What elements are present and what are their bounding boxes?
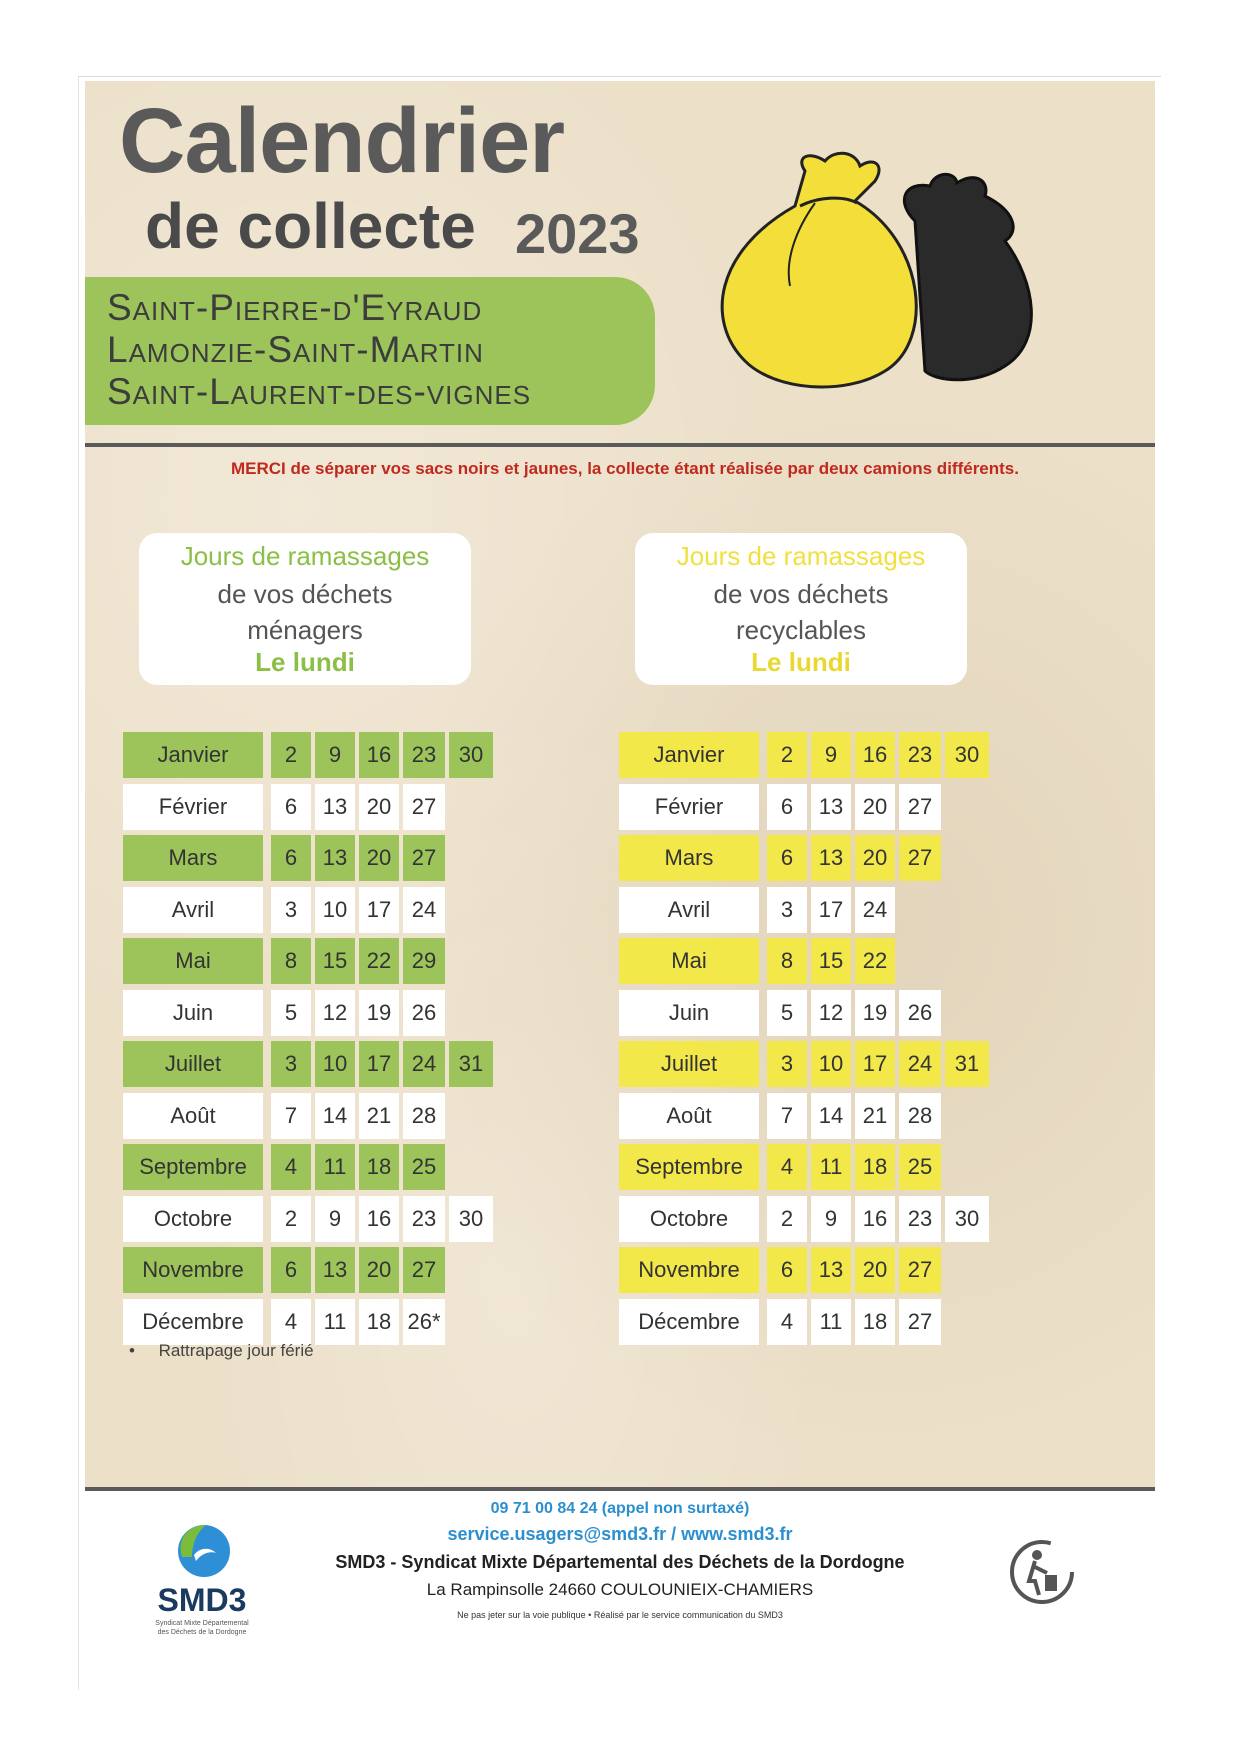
day-cell: 12 xyxy=(315,990,355,1036)
towns-banner xyxy=(85,277,655,425)
day-cell: 15 xyxy=(811,938,851,984)
day-cell: 16 xyxy=(359,732,399,778)
day-cell: 27 xyxy=(899,1247,941,1293)
day-cell: 13 xyxy=(811,784,851,830)
day-cell: 8 xyxy=(271,938,311,984)
day-cell: 3 xyxy=(767,1041,807,1087)
tidyman-icon xyxy=(1007,1537,1077,1607)
day-cell: 5 xyxy=(767,990,807,1036)
month-cell: Mai xyxy=(619,938,759,984)
day-cell: 17 xyxy=(359,1041,399,1087)
day-cell: 23 xyxy=(899,732,941,778)
day-cell: 24 xyxy=(855,887,895,933)
day-cell: 26 xyxy=(403,990,445,1036)
card-day: Le lundi xyxy=(255,647,355,677)
day-cell: 27 xyxy=(899,835,941,881)
day-cell: 21 xyxy=(855,1093,895,1139)
card-line: recyclables xyxy=(735,615,867,645)
divider xyxy=(85,443,1155,447)
month-cell: Septembre xyxy=(619,1144,759,1190)
day-cell: 28 xyxy=(899,1093,941,1139)
day-cell: 29 xyxy=(403,938,445,984)
month-cell: Juin xyxy=(123,990,263,1036)
month-cell: Avril xyxy=(123,887,263,933)
day-cell: 7 xyxy=(271,1093,311,1139)
year-label: 2023 xyxy=(515,202,640,265)
month-cell: Juillet xyxy=(123,1041,263,1087)
day-cell: 2 xyxy=(767,1196,807,1242)
day-cell: 25 xyxy=(899,1144,941,1190)
month-cell: Juin xyxy=(619,990,759,1036)
day-cell: 8 xyxy=(767,938,807,984)
day-cell: 19 xyxy=(855,990,895,1036)
day-cell: 4 xyxy=(767,1299,807,1345)
day-cell: 23 xyxy=(899,1196,941,1242)
day-cell: 30 xyxy=(945,1196,989,1242)
day-cell: 24 xyxy=(899,1041,941,1087)
day-cell: 11 xyxy=(315,1299,355,1345)
day-cell: 10 xyxy=(811,1041,851,1087)
day-cell: 6 xyxy=(271,784,311,830)
day-cell: 24 xyxy=(403,887,445,933)
day-cell: 30 xyxy=(449,1196,493,1242)
day-cell: 11 xyxy=(811,1299,851,1345)
day-cell: 28 xyxy=(403,1093,445,1139)
month-cell: Avril xyxy=(619,887,759,933)
day-cell: 16 xyxy=(855,1196,895,1242)
day-cell: 31 xyxy=(945,1041,989,1087)
day-cell: 7 xyxy=(767,1093,807,1139)
day-cell: 4 xyxy=(271,1144,311,1190)
poster xyxy=(78,76,1161,1690)
day-cell: 18 xyxy=(359,1144,399,1190)
day-cell: 16 xyxy=(359,1196,399,1242)
day-cell: 2 xyxy=(767,732,807,778)
day-cell: 3 xyxy=(271,1041,311,1087)
month-cell: Août xyxy=(123,1093,263,1139)
footer-address: La Rampinsolle 24660 COULOUNIEIX-CHAMIERS xyxy=(426,1580,814,1599)
day-cell: 20 xyxy=(359,1247,399,1293)
month-cell: Février xyxy=(619,784,759,830)
day-cell: 26* xyxy=(403,1299,445,1345)
poster-background xyxy=(85,81,1155,1491)
day-cell: 6 xyxy=(767,784,807,830)
day-cell: 11 xyxy=(315,1144,355,1190)
day-cell: 10 xyxy=(315,1041,355,1087)
card-line: ménagers xyxy=(247,615,363,645)
day-cell: 20 xyxy=(359,835,399,881)
recycling-info-card xyxy=(635,533,967,685)
footer-small-print: Ne pas jeter sur la voie publique • Réalisé par le service communication du SMD3 xyxy=(457,1610,783,1620)
month-cell: Février xyxy=(123,784,263,830)
day-cell: 3 xyxy=(767,887,807,933)
day-cell: 27 xyxy=(403,1247,445,1293)
card-line: de vos déchets xyxy=(217,579,393,609)
day-cell: 6 xyxy=(271,1247,311,1293)
day-cell: 18 xyxy=(855,1299,895,1345)
month-cell: Mars xyxy=(123,835,263,881)
card-heading: Jours de ramassages xyxy=(676,541,926,571)
footer-phone: 09 71 00 84 24 (appel non surtaxé) xyxy=(490,1500,750,1517)
month-cell: Novembre xyxy=(619,1247,759,1293)
day-cell: 17 xyxy=(359,887,399,933)
month-cell: Mai xyxy=(123,938,263,984)
page-subtitle: de collecte xyxy=(145,190,476,262)
town-name: Lamonzie-Saint-Martin xyxy=(107,329,484,370)
day-cell: 10 xyxy=(315,887,355,933)
day-cell: 13 xyxy=(315,1247,355,1293)
day-cell: 21 xyxy=(359,1093,399,1139)
day-cell: 2 xyxy=(271,1196,311,1242)
day-cell: 31 xyxy=(449,1041,493,1087)
month-cell: Septembre xyxy=(123,1144,263,1190)
day-cell: 20 xyxy=(855,1247,895,1293)
month-cell: Octobre xyxy=(123,1196,263,1242)
town-name: Saint-Laurent-des-vignes xyxy=(107,371,532,412)
footnote-mark: • xyxy=(129,1341,135,1360)
day-cell: 9 xyxy=(811,1196,851,1242)
day-cell: 4 xyxy=(271,1299,311,1345)
footer-organization: SMD3 - Syndicat Mixte Départemental des Déchets de la Dordogne xyxy=(335,1552,905,1572)
footnote xyxy=(129,1341,314,1361)
day-cell: 27 xyxy=(403,784,445,830)
month-cell: Mars xyxy=(619,835,759,881)
month-cell: Décembre xyxy=(619,1299,759,1345)
day-cell: 24 xyxy=(403,1041,445,1087)
day-cell: 4 xyxy=(767,1144,807,1190)
day-cell: 11 xyxy=(811,1144,851,1190)
day-cell: 18 xyxy=(359,1299,399,1345)
day-cell: 30 xyxy=(449,732,493,778)
day-cell: 6 xyxy=(767,1247,807,1293)
footnote-text: Rattrapage jour férié xyxy=(158,1341,314,1360)
day-cell: 30 xyxy=(945,732,989,778)
day-cell: 14 xyxy=(811,1093,851,1139)
card-day: Le lundi xyxy=(751,647,851,677)
day-cell: 13 xyxy=(811,835,851,881)
trash-bags-icon xyxy=(685,111,1105,411)
day-cell: 23 xyxy=(403,1196,445,1242)
month-cell: Octobre xyxy=(619,1196,759,1242)
day-cell: 6 xyxy=(271,835,311,881)
logo-text: SMD3 xyxy=(157,1582,247,1618)
day-cell: 3 xyxy=(271,887,311,933)
logo-subtext: des Déchets de la Dordogne xyxy=(157,1629,247,1636)
day-cell: 13 xyxy=(315,835,355,881)
month-cell: Janvier xyxy=(123,732,263,778)
day-cell: 13 xyxy=(315,784,355,830)
day-cell: 9 xyxy=(315,732,355,778)
divider xyxy=(85,1487,1155,1491)
town-name: Saint-Pierre-d'Eyraud xyxy=(107,287,483,328)
household-info-card xyxy=(139,533,471,685)
notice-text: MERCI de séparer vos sacs noirs et jaunes, la collecte étant réalisée par deux camions différents. xyxy=(231,459,1019,478)
day-cell: 27 xyxy=(899,784,941,830)
day-cell: 17 xyxy=(855,1041,895,1087)
card-heading: Jours de ramassages xyxy=(180,541,430,571)
day-cell: 22 xyxy=(359,938,399,984)
day-cell: 19 xyxy=(359,990,399,1036)
month-cell: Novembre xyxy=(123,1247,263,1293)
day-cell: 22 xyxy=(855,938,895,984)
month-cell: Août xyxy=(619,1093,759,1139)
day-cell: 20 xyxy=(855,784,895,830)
day-cell: 26 xyxy=(899,990,941,1036)
day-cell: 25 xyxy=(403,1144,445,1190)
day-cell: 18 xyxy=(855,1144,895,1190)
day-cell: 20 xyxy=(359,784,399,830)
footer-contact-link[interactable]: service.usagers@smd3.fr / www.smd3.fr xyxy=(447,1524,793,1544)
month-cell: Décembre xyxy=(123,1299,263,1345)
card-line: de vos déchets xyxy=(713,579,889,609)
day-cell: 16 xyxy=(855,732,895,778)
day-cell: 6 xyxy=(767,835,807,881)
day-cell: 13 xyxy=(811,1247,851,1293)
day-cell: 9 xyxy=(315,1196,355,1242)
logo-subtext: Syndicat Mixte Départemental xyxy=(155,1620,249,1627)
day-cell: 23 xyxy=(403,732,445,778)
day-cell: 15 xyxy=(315,938,355,984)
month-cell: Janvier xyxy=(619,732,759,778)
day-cell: 14 xyxy=(315,1093,355,1139)
day-cell: 17 xyxy=(811,887,851,933)
day-cell: 27 xyxy=(899,1299,941,1345)
day-cell: 12 xyxy=(811,990,851,1036)
day-cell: 20 xyxy=(855,835,895,881)
day-cell: 5 xyxy=(271,990,311,1036)
day-cell: 2 xyxy=(271,732,311,778)
page-title: Calendrier xyxy=(119,90,565,192)
month-cell: Juillet xyxy=(619,1041,759,1087)
day-cell: 9 xyxy=(811,732,851,778)
day-cell: 27 xyxy=(403,835,445,881)
